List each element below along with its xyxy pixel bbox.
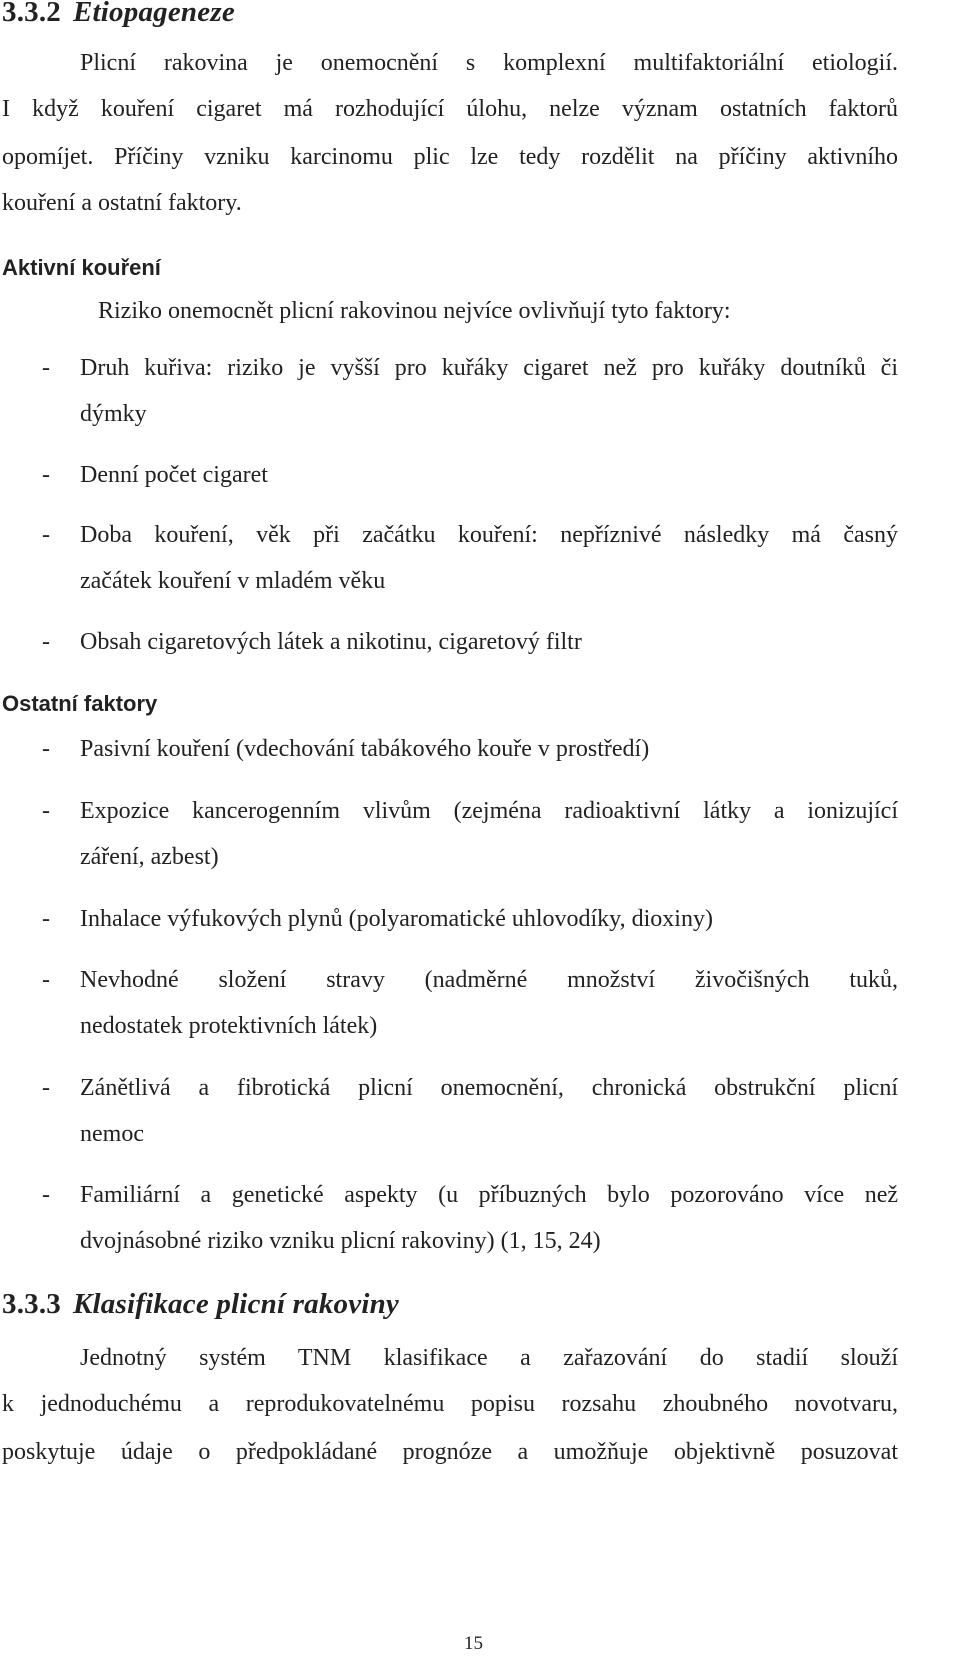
list-item-text: začátek kouření v mladém věku: [80, 568, 386, 594]
paragraph-line: kouření a ostatní faktory.: [2, 190, 242, 216]
paragraph-line: k jednoduchému a reprodukovatelnému popisu rozsahu zhoubného novotvaru,: [2, 1391, 898, 1417]
list-item-text: Pasivní kouření (vdechování tabákového kouře v prostředí): [80, 736, 650, 762]
paragraph-line: opomíjet. Příčiny vzniku karcinomu plic lze tedy rozdělit na příčiny aktivního: [2, 144, 898, 170]
subheading-active-smoking: Aktivní kouření: [2, 255, 161, 280]
document-page: 3.3.2 Etiopageneze Plicní rakovina je onemocnění s komplexní multifaktoriální etiologií. I když kouření cigaret má rozhodující úlohu, nelze význam ostatních faktorů opomíjet. Příčiny vzniku karcinomu plic lze tedy rozdělit na příčiny aktivního kouření a ostatní faktory. Aktivní kouření Riziko onemocnět plicní rakovinou nejvíce ovlivňují tyto faktory: - Druh kuřiva: riziko je vyšší pro kuřáky cigaret než pro kuřáky doutníků či dýmky - Denní počet cigaret - Doba kouření, věk při začátku kouření: nepříznivé následky má časný začátek kouření v mladém věku - Obsah cigaretových látek a nikotinu, cigaretový filtr Ostatní faktory - Pasivní kouření (vdechování tabákového kouře v prostředí) - Expozice kancerogenním vlivům (zejména radioaktivní látky a ionizující záření, azbest) - Inhalace výfukových plynů (polyaromatické uhlovodíky, dioxiny) - Nevhodné složení stravy (nadměrné množství živočišných tuků, nedostatek protektivních látek) - Zánětlivá a fibrotická plicní onemocnění, chronická obstrukční plicní nemoc - Familiární a genetické aspekty (u příbuzných bylo pozorováno více než dvojnásobné riziko vzniku plicní rakoviny) (1, 15, 24) 3.3.3 Klasifikace plicní rakoviny Jednotný systém TNM klasifikace a zařazování do stadií slouží k jednoduchému a reprodukovatelnému popisu rozsahu zhoubného novotvaru, poskytuje údaje o předpokládané prognóze a umožňuje objektivně posuzovat 15: [0, 0, 960, 1665]
list-item-text: Obsah cigaretových látek a nikotinu, cigaretový filtr: [80, 629, 582, 655]
list-item-text: záření, azbest): [80, 844, 219, 870]
section-number: 3.3.2: [2, 0, 61, 28]
list-item-text: Familiární a genetické aspekty (u příbuzných bylo pozorováno více než: [80, 1182, 898, 1208]
list-item-text: Zánětlivá a fibrotická plicní onemocnění, chronická obstrukční plicní: [80, 1075, 898, 1101]
list-item-text: Expozice kancerogenním vlivům (zejména radioaktivní látky a ionizující: [80, 798, 898, 824]
list-item-text: Druh kuřiva: riziko je vyšší pro kuřáky cigaret než pro kuřáky doutníků či: [80, 355, 898, 381]
subheading-other-factors: Ostatní faktory: [2, 691, 158, 716]
paragraph-line: Jednotný systém TNM klasifikace a zařazování do stadií slouží: [80, 1345, 898, 1371]
section-number: 3.3.3: [2, 1288, 61, 1320]
section-title: Etiopageneze: [73, 0, 235, 28]
list-item-text: nedostatek protektivních látek): [80, 1013, 378, 1039]
paragraph-line: Plicní rakovina je onemocnění s komplexní multifaktoriální etiologií.: [80, 50, 898, 76]
list-item-text: Denní počet cigaret: [80, 462, 268, 488]
intro-text: Riziko onemocnět plicní rakovinou nejvíce ovlivňují tyto faktory:: [98, 298, 731, 324]
section-heading-3-3-2: [2, 0, 235, 29]
list-item-text: Doba kouření, věk při začátku kouření: nepříznivé následky má časný: [80, 522, 898, 548]
section-title: Klasifikace plicní rakoviny: [73, 1288, 399, 1320]
paragraph-line: I když kouření cigaret má rozhodující úlohu, nelze význam ostatních faktorů: [2, 96, 898, 122]
section-heading-3-3-3: [2, 1288, 399, 1321]
list-item-text: nemoc: [80, 1121, 144, 1147]
paragraph-line: poskytuje údaje o předpokládané prognóze a umožňuje objektivně posuzovat: [2, 1439, 898, 1465]
list-item-text: Nevhodné složení stravy (nadměrné množství živočišných tuků,: [80, 967, 898, 993]
list-item-text: dvojnásobné riziko vzniku plicní rakoviny) (1, 15, 24): [80, 1228, 601, 1254]
page-number: 15: [464, 1633, 483, 1654]
list-item-text: Inhalace výfukových plynů (polyaromatické uhlovodíky, dioxiny): [80, 906, 713, 932]
list-item-text: dýmky: [80, 401, 147, 427]
